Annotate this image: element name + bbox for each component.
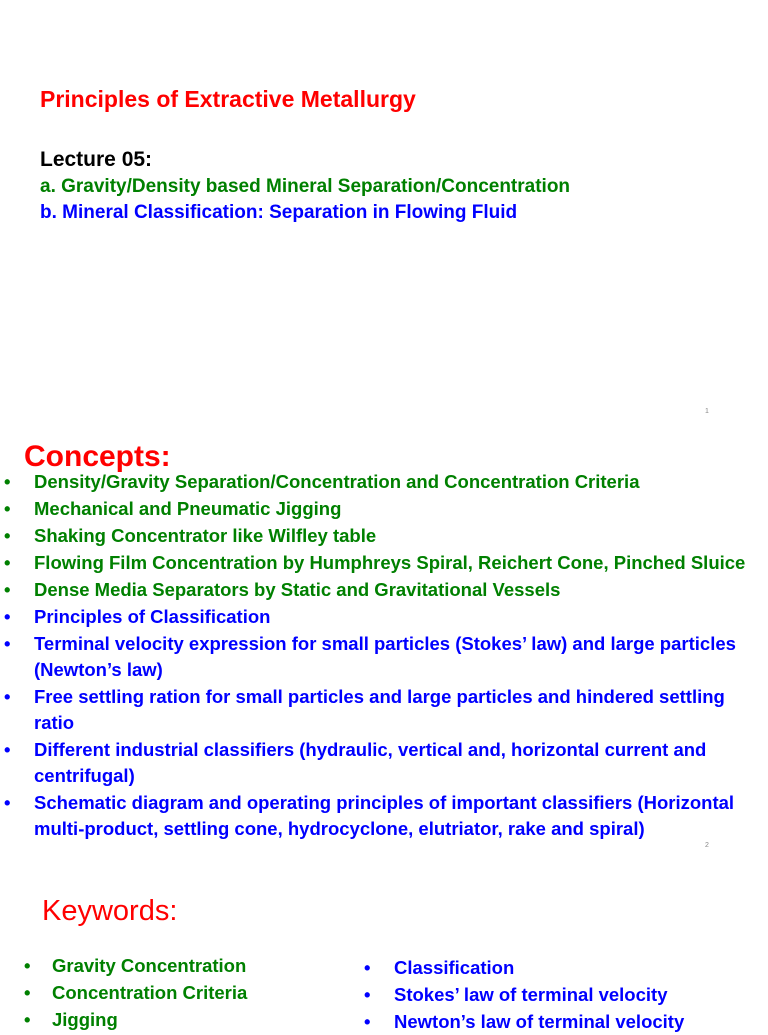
concept-item <box>0 469 768 495</box>
lecture-number: Lecture 05: <box>40 148 153 171</box>
bullet-icon: • <box>24 955 31 976</box>
keywords-list-right <box>364 954 684 1035</box>
lecture-topic-a: a. Gravity/Density based Mineral Separation/Concentration <box>40 176 571 197</box>
bullet-icon: • <box>364 984 371 1005</box>
concept-item <box>0 790 768 842</box>
keyword-item <box>364 954 684 981</box>
keyword-item <box>364 981 684 1008</box>
keywords-list-left <box>24 952 247 1033</box>
bullet-icon: • <box>4 606 11 627</box>
concept-text: Dense Media Separators by Static and Gravitational Vessels <box>34 579 561 600</box>
keyword-text: Concentration Criteria <box>52 982 248 1003</box>
keyword-item <box>24 1006 247 1033</box>
concept-text: Density/Gravity Separation/Concentration and Concentration Criteria <box>34 471 640 492</box>
lecture-topic-b: b. Mineral Classification: Separation in Flowing Fluid <box>40 202 518 223</box>
concept-text: Schematic diagram and operating principles of important classifiers (Horizontal multi-product, settling cone, hydrocyclone, elutriator, rake and spiral) <box>34 792 735 839</box>
concept-item <box>0 631 768 683</box>
bullet-icon: • <box>24 1009 31 1030</box>
title-slide <box>0 0 768 420</box>
keyword-item <box>24 979 247 1006</box>
bullet-icon: • <box>4 633 11 654</box>
keyword-text: Gravity Concentration <box>52 955 247 976</box>
concept-item <box>0 550 768 576</box>
concept-item <box>0 604 768 630</box>
concepts-slide <box>0 420 768 875</box>
concept-text: Mechanical and Pneumatic Jigging <box>34 498 342 519</box>
keyword-text: Stokes’ law of terminal velocity <box>394 984 668 1005</box>
concept-item <box>0 737 768 789</box>
bullet-icon: • <box>364 957 371 978</box>
concept-item <box>0 577 768 603</box>
concept-item <box>0 496 768 522</box>
concept-text: Flowing Film Concentration by Humphreys Spiral, Reichert Cone, Pinched Sluice <box>34 552 746 573</box>
concept-text: Shaking Concentrator like Wilfley table <box>34 525 377 546</box>
concept-item <box>0 684 768 736</box>
page-number: 2 <box>705 842 709 849</box>
bullet-icon: • <box>24 982 31 1003</box>
concepts-heading: Concepts: <box>24 440 171 473</box>
page-number: 1 <box>705 408 709 415</box>
concept-text: Terminal velocity expression for small particles (Stokes’ law) and large particles (Newton’s law) <box>34 633 736 680</box>
keyword-text: Newton’s law of terminal velocity <box>394 1011 685 1032</box>
keywords-heading: Keywords: <box>42 895 178 927</box>
concept-item <box>0 523 768 549</box>
keyword-text: Jigging <box>52 1009 118 1030</box>
concepts-list <box>0 469 768 843</box>
concept-text: Different industrial classifiers (hydraulic, vertical and, horizontal current and centrifugal) <box>34 739 707 786</box>
bullet-icon: • <box>4 471 11 492</box>
concept-text: Principles of Classification <box>34 606 271 627</box>
bullet-icon: • <box>4 686 11 707</box>
keyword-text: Classification <box>394 957 515 978</box>
keywords-slide <box>0 875 768 1032</box>
bullet-icon: • <box>4 525 11 546</box>
bullet-icon: • <box>364 1011 371 1032</box>
bullet-icon: • <box>4 579 11 600</box>
concept-text: Free settling ration for small particles and large particles and hindered settling ratio <box>34 686 725 733</box>
bullet-icon: • <box>4 739 11 760</box>
keyword-item <box>24 952 247 979</box>
keyword-item <box>364 1008 684 1035</box>
course-title: Principles of Extractive Metallurgy <box>40 86 416 112</box>
bullet-icon: • <box>4 792 11 813</box>
bullet-icon: • <box>4 552 11 573</box>
bullet-icon: • <box>4 498 11 519</box>
